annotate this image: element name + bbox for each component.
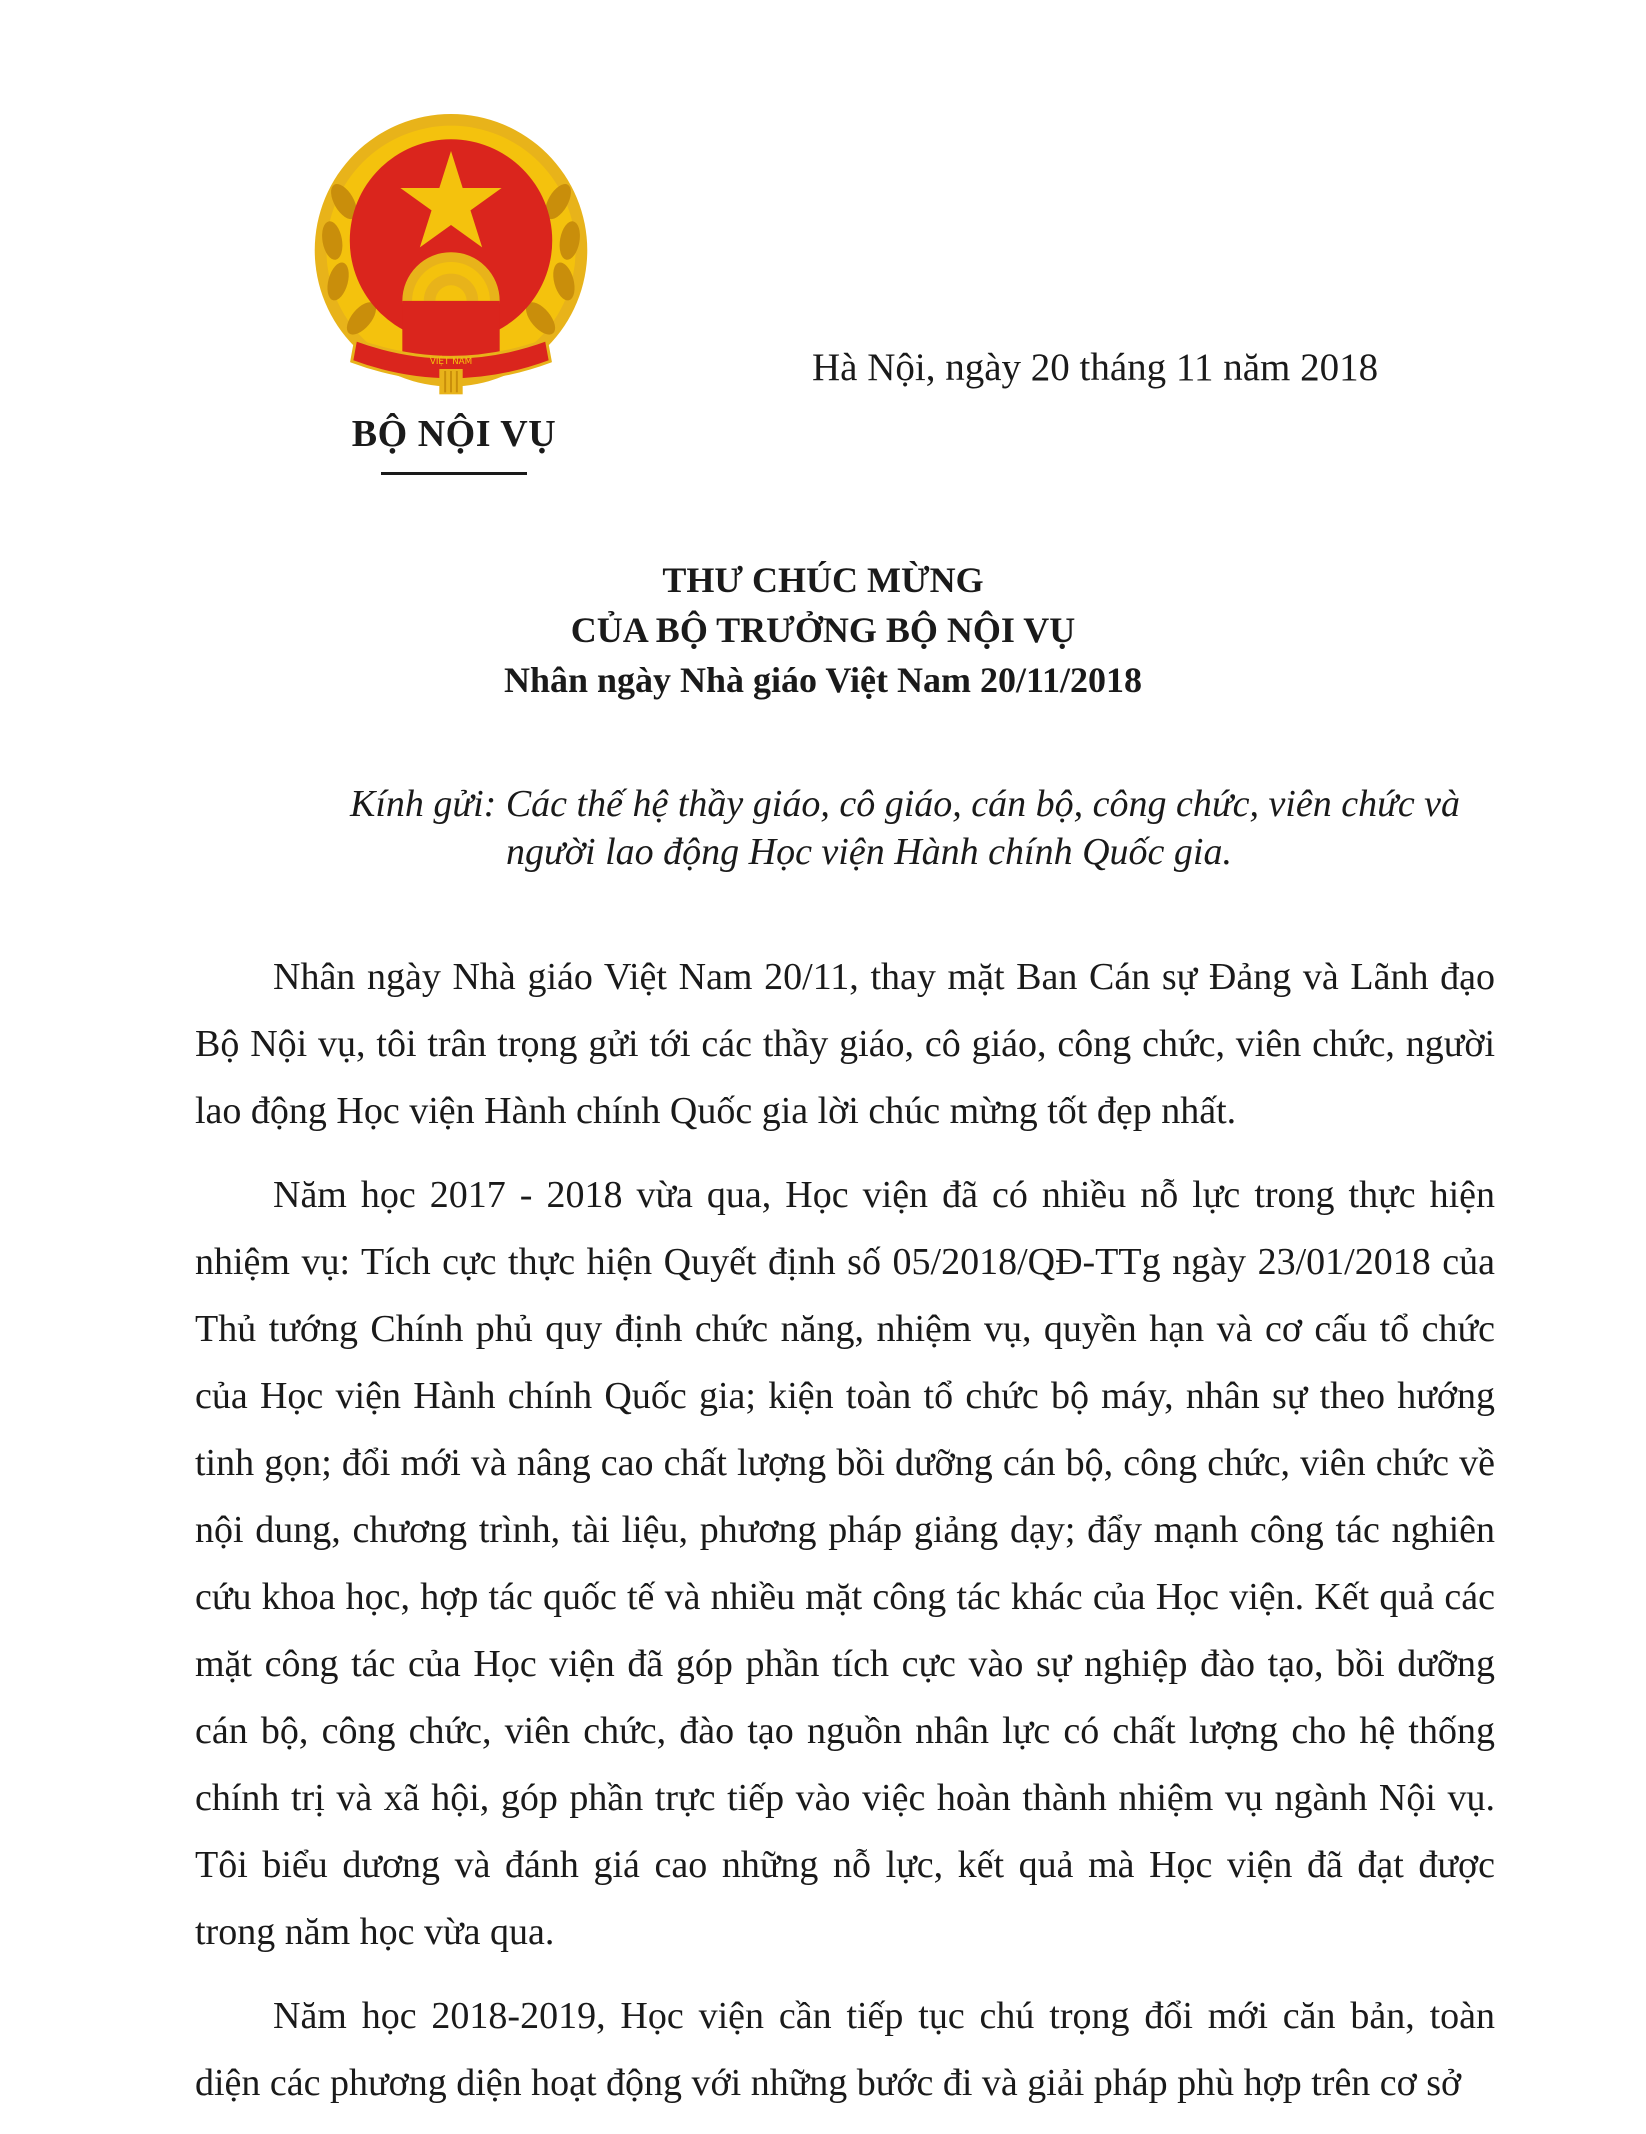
place-date: Hà Nội, ngày 20 tháng 11 năm 2018 bbox=[812, 346, 1379, 389]
state-emblem-icon bbox=[305, 112, 597, 408]
addressee-line-2: người lao động Học viện Hành chính Quốc gia. bbox=[506, 831, 1232, 873]
body-paragraph: Năm học 2017 - 2018 vừa qua, Học viện đã có nhiều nỗ lực trong thực hiện nhiệm vụ: Tích cực thực hiện Quyết định số 05/2018/QĐ-TTg ngày 23/01/2018 của Thủ tướng Chính phủ quy định chức năng, nhiệm vụ, quyền hạn và cơ cấu tổ chức của Học viện Hành chính Quốc gia; kiện toàn tổ chức bộ máy, nhân sự theo hướng tinh gọn; đổi mới và nâng cao chất lượng bồi dưỡng cán bộ, công chức, viên chức về nội dung, chương trình, tài liệu, phương pháp giảng dạy; đẩy mạnh công tác nghiên cứu khoa học, hợp tác quốc tế và nhiều mặt công tác khác của Học viện. Kết quả các mặt công tác của Học viện đã góp phần tích cực vào sự nghiệp đào tạo, bồi dưỡng cán bộ, công chức, viên chức, đào tạo nguồn nhân lực có chất lượng cho hệ thống chính trị và xã hội, góp phần trực tiếp vào việc hoàn thành nhiệm vụ ngành Nội vụ. Tôi biểu dương và đánh giá cao những nỗ lực, kết quả mà Học viện đã đạt được trong năm học vừa qua. bbox=[195, 1174, 1495, 1953]
title-line-3: Nhân ngày Nhà giáo Việt Nam 20/11/2018 bbox=[503, 660, 1143, 700]
title-line-2: CỦA BỘ TRƯỞNG BỘ NỘI VỤ bbox=[570, 610, 1076, 650]
addressee-line-1: Kính gửi: Các thế hệ thầy giáo, cô giáo, cán bộ, công chức, viên chức và bbox=[350, 783, 1461, 825]
agency-name: BỘ NỘI VỤ bbox=[351, 413, 557, 455]
title-line-1: THƯ CHÚC MỪNG bbox=[662, 560, 984, 600]
svg-text:VIỆT NAM: VIỆT NAM bbox=[429, 357, 473, 368]
agency-underline bbox=[381, 472, 527, 475]
letter-body bbox=[195, 944, 1495, 2134]
addressee bbox=[350, 780, 1490, 876]
body-paragraph: Nhân ngày Nhà giáo Việt Nam 20/11, thay mặt Ban Cán sự Đảng và Lãnh đạo Bộ Nội vụ, tôi trân trọng gửi tới các thầy giáo, cô giáo, công chức, viên chức, người lao động Học viện Hành chính Quốc gia lời chúc mừng tốt đẹp nhất. bbox=[195, 956, 1495, 1132]
body-paragraph: Năm học 2018-2019, Học viện cần tiếp tục chú trọng đổi mới căn bản, toàn diện các phương diện hoạt động với những bước đi và giải pháp phù hợp trên cơ sở bbox=[195, 1995, 1495, 2104]
letter-title bbox=[0, 555, 1646, 705]
